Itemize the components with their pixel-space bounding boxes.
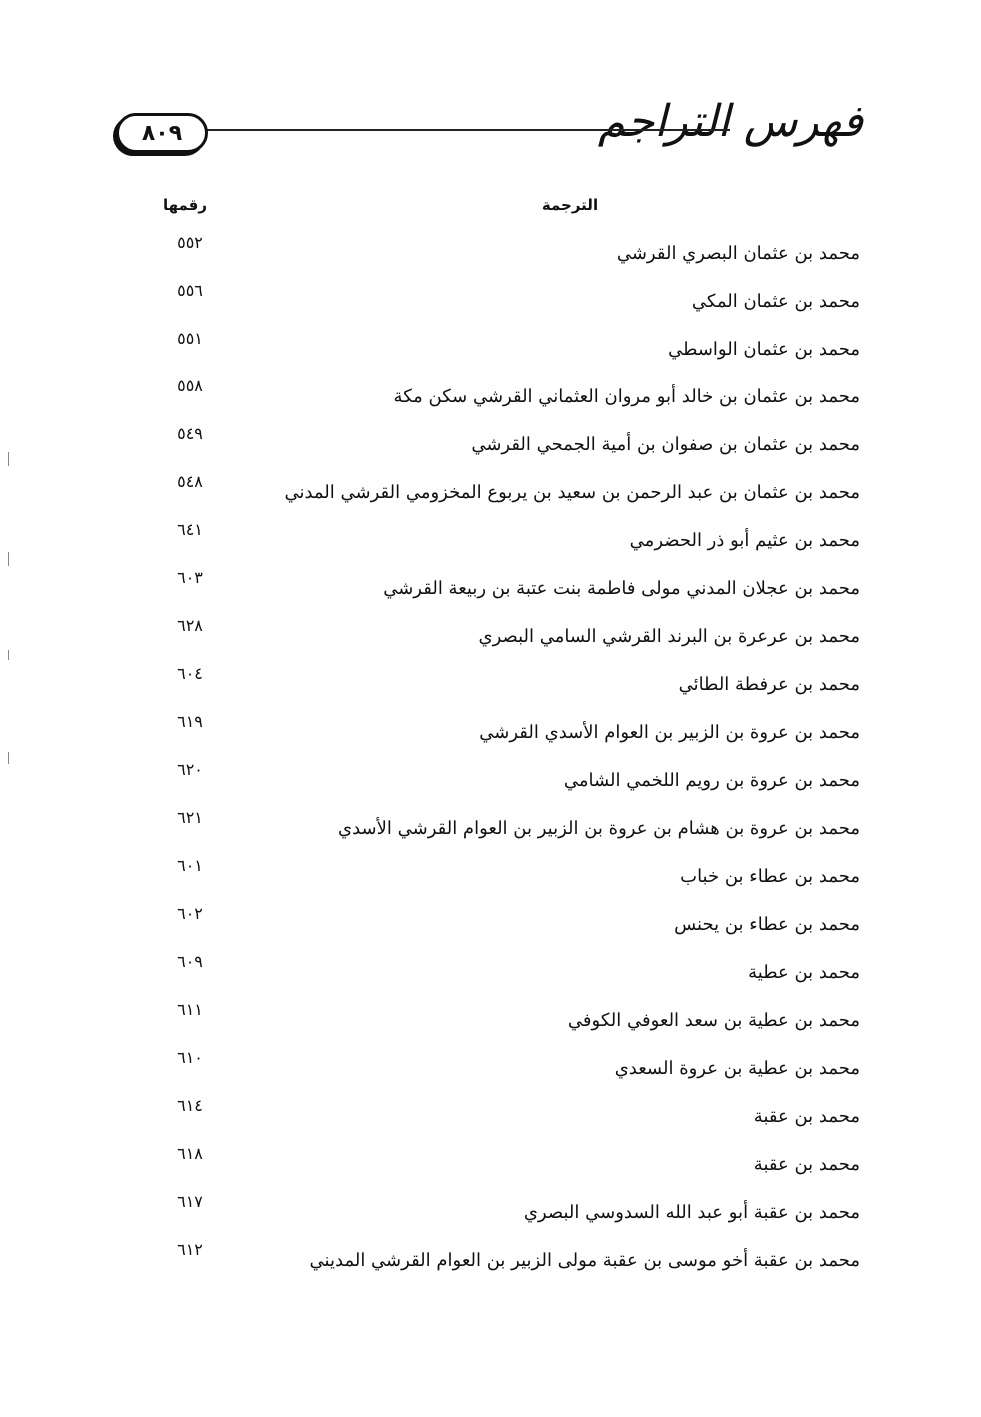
entry-number: ٦١٧	[177, 1192, 203, 1211]
entry-number: ٥٤٨	[177, 472, 203, 491]
entry-name: محمد بن عقبة أبو عبد الله السدوسي البصري	[523, 1202, 860, 1223]
entry-name: محمد بن عقبة	[753, 1154, 860, 1175]
list-item	[140, 424, 860, 474]
entry-name: محمد بن عقبة	[753, 1106, 860, 1127]
entry-number: ٥٤٩	[177, 424, 203, 443]
entry-number: ٦٤١	[177, 520, 203, 539]
entry-name: محمد بن عرعرة بن البرند القرشي السامي البصري	[478, 626, 860, 647]
entry-name: محمد بن عثمان بن خالد أبو مروان العثماني القرشي سكن مكة	[393, 386, 860, 407]
entry-number: ٦٠١	[177, 856, 203, 875]
entry-name: محمد بن عروة بن هشام بن عروة بن الزبير بن العوام القرشي الأسدي	[338, 818, 860, 839]
entry-name: محمد بن عجلان المدني مولى فاطمة بنت عتبة بن ربيعة القرشي	[383, 578, 860, 599]
entry-number: ٦١١	[177, 1000, 203, 1019]
entry-name: محمد بن عثمان المكي	[691, 291, 860, 312]
entry-number: ٦١٤	[177, 1096, 203, 1115]
entry-number: ٥٥١	[177, 329, 203, 348]
entry-number: ٦٠٩	[177, 952, 203, 971]
page-title: فهرس التراجم	[597, 96, 863, 147]
column-header-number: رقمها	[162, 196, 208, 214]
entry-name: محمد بن عطية بن سعد العوفي الكوفي	[567, 1010, 860, 1031]
entry-name: محمد بن عثمان بن صفوان بن أمية الجمحي القرشي	[471, 434, 860, 455]
list-item	[140, 760, 860, 810]
entry-number: ٦٠٤	[177, 664, 203, 683]
list-item	[140, 376, 860, 426]
list-item	[140, 1192, 860, 1242]
entry-name: محمد بن عطية بن عروة السعدي	[614, 1058, 860, 1079]
entry-number: ٦٢١	[177, 808, 203, 827]
list-item	[140, 281, 860, 331]
entry-name: محمد بن عثمان البصري القرشي	[616, 243, 860, 264]
list-item	[140, 616, 860, 666]
margin-mark	[8, 650, 9, 660]
list-item	[140, 1240, 860, 1290]
list-item	[140, 520, 860, 570]
list-item	[140, 1144, 860, 1194]
entry-name: محمد بن عقبة أخو موسى بن عقبة مولى الزبير بن العوام القرشي المديني	[309, 1250, 860, 1271]
entry-name: محمد بن عروة بن الزبير بن العوام الأسدي القرشي	[479, 722, 860, 743]
list-item	[140, 233, 860, 283]
entry-number: ٦١٩	[177, 712, 203, 731]
column-header-name: الترجمة	[541, 196, 599, 214]
entry-number: ٦٢٨	[177, 616, 203, 635]
entry-number: ٦١٨	[177, 1144, 203, 1163]
entry-number: ٥٥٦	[177, 281, 203, 300]
margin-mark	[8, 452, 9, 466]
page-number-badge: ٨٠٩	[116, 113, 208, 153]
entry-number: ٦١٠	[177, 1048, 203, 1067]
list-item	[140, 712, 860, 762]
entry-name: محمد بن عثمان بن عبد الرحمن بن سعيد بن يربوع المخزومي القرشي المدني	[284, 482, 860, 503]
entry-number: ٥٥٢	[177, 233, 203, 252]
list-item	[140, 329, 860, 379]
margin-mark	[8, 552, 9, 566]
list-item	[140, 856, 860, 906]
entry-number: ٥٥٨	[177, 376, 203, 395]
list-item	[140, 952, 860, 1002]
list-item	[140, 472, 860, 522]
list-item	[140, 808, 860, 858]
entry-number: ٦٠٢	[177, 904, 203, 923]
entry-number: ٦٠٣	[177, 568, 203, 587]
entry-number: ٦١٢	[177, 1240, 203, 1259]
list-item	[140, 904, 860, 954]
entry-name: محمد بن عرفطة الطائي	[678, 674, 860, 695]
entry-number: ٦٢٠	[177, 760, 203, 779]
margin-mark	[8, 752, 9, 764]
entry-name: محمد بن عطاء بن خباب	[680, 866, 860, 887]
list-item	[140, 568, 860, 618]
entry-name: محمد بن عثيم أبو ذر الحضرمي	[629, 530, 860, 551]
list-item	[140, 1096, 860, 1146]
entry-name: محمد بن عطية	[748, 962, 860, 983]
list-item	[140, 1000, 860, 1050]
entry-name: محمد بن عطاء بن يحنس	[674, 914, 860, 935]
list-item	[140, 1048, 860, 1098]
entry-name: محمد بن عثمان الواسطي	[668, 339, 860, 360]
list-item	[140, 664, 860, 714]
entry-name: محمد بن عروة بن رويم اللخمي الشامي	[563, 770, 860, 791]
